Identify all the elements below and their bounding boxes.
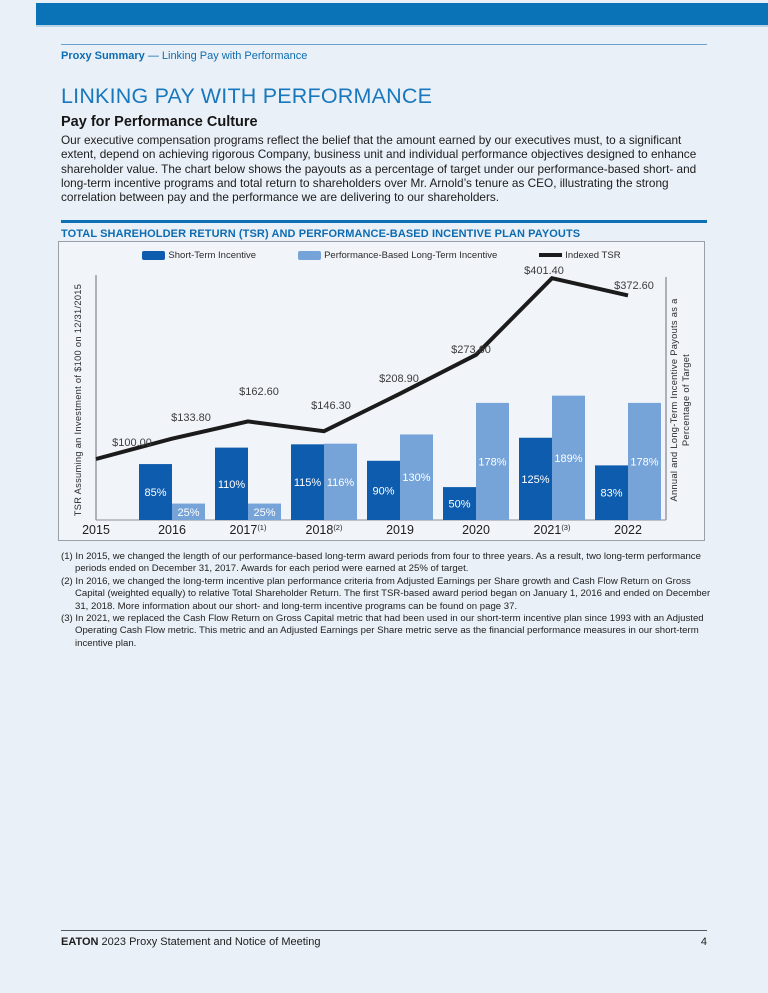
footnote-text: In 2016, we changed the long-term incentive plan performance criteria from Adjusted Earnings per Share growth and Cash Flow Return on Gross Capital (weighted equally) to relative Total Shareholder Return. The first TSR-based award period began on January 1, 2016 and ended on December 31, 2018. More information about our short- and long-term incentive programs can be found on page 37. [75, 575, 711, 612]
bar-label-long-term-2020: 178% [478, 456, 507, 469]
tsr-chart-panel [58, 241, 705, 541]
page-footer [61, 936, 707, 948]
x-tick-2020: 2020 [462, 523, 490, 537]
right-axis-title-line2: Percentage of Target [681, 353, 691, 447]
breadcrumb-section: Proxy Summary [61, 50, 145, 62]
x-tick-2021: 2021$^{(3)}$ [533, 523, 571, 537]
x-tick-2016: 2016 [158, 523, 186, 537]
bar-label-long-term-2021: 189% [554, 452, 583, 465]
legend-swatch-short-term [142, 251, 165, 260]
tsr-value-label-2015: $100.00 [112, 437, 152, 449]
top-banner-bar [36, 3, 768, 27]
legend-swatch-long-term [298, 251, 321, 260]
bar-label-short-term-2022: 83% [600, 487, 623, 500]
footnote-text: In 2021, we replaced the Cash Flow Return on Gross Capital metric that had been used in our short-term incentive plan since 1993 with an Adjusted Operating Cash Flow metric. This metric and an Adjusted Earnings per Share metric serve as the financial performance measures in our short-term incentive plan. [75, 613, 704, 649]
section-heading: Pay for Performance Culture [61, 114, 258, 130]
bar-label-short-term-2021: 125% [521, 473, 550, 486]
legend-label: Performance-Based Long-Term Incentive [324, 249, 498, 261]
bar-label-short-term-2019: 90% [372, 485, 395, 498]
tsr-value-label-2022: $372.60 [614, 280, 654, 292]
tsr-value-label-2017: $162.60 [239, 386, 279, 398]
right-axis-title-line1: Annual and Long-Term Incentive Payouts as a [669, 298, 679, 502]
x-tick-2022: 2022 [614, 523, 642, 537]
chart-legend [59, 249, 704, 261]
bar-label-long-term-2017: 25% [253, 506, 276, 519]
bar-label-short-term-2017: 110% [217, 478, 246, 491]
footer-page-number: 4 [700, 936, 707, 948]
tsr-value-label-2018: $146.30 [311, 400, 351, 412]
legend-item-indexed-tsr [539, 250, 620, 261]
footer-brand: EATON [61, 936, 99, 948]
footer-rule [61, 930, 707, 931]
page-title: LINKING PAY WITH PERFORMANCE [61, 84, 433, 108]
bar-label-short-term-2018: 115% [293, 477, 322, 490]
footnote-marker: (2) [61, 575, 73, 587]
tsr-value-label-2020: $273.60 [451, 344, 491, 356]
body-paragraph: Our executive compensation programs reflect the belief that the amount earned by our executives must, to a significant extent, depend on achieving rigorous Company, business unit and individual performance objectives designed to enhance shareholder value. The chart below shows the payouts as a percentage of target under our performance-based short- and long-term incentive programs and total return to shareholders over Mr. Arnold’s tenure as CEO, illustrating the strong correlation between pay and the performance we are delivering to our shareholders. [61, 133, 697, 205]
legend-label: Short-Term Incentive [168, 249, 257, 261]
x-tick-2017: 2017$^{(1)}$ [229, 523, 267, 537]
chart-heading: TOTAL SHAREHOLDER RETURN (TSR) AND PERFORMANCE-BASED INCENTIVE PLAN PAYOUTS [61, 228, 581, 240]
footnote [61, 613, 711, 650]
tsr-value-label-2016: $133.80 [171, 412, 211, 424]
bar-label-long-term-2018: 116% [326, 476, 355, 489]
footer-text: 2023 Proxy Statement and Notice of Meeting [98, 936, 321, 948]
bar-label-long-term-2019: 130% [402, 472, 431, 485]
legend-item-long-term-incentive [298, 250, 497, 261]
footnote-text: In 2015, we changed the length of our performance-based long-term award periods from four to three years. As a result, two long-term performance periods ended on December 31, 2017. Awards for each period were earned at 25% of target. [75, 551, 701, 575]
tsr-combo-chart [59, 262, 704, 540]
tsr-value-label-2019: $208.90 [379, 373, 419, 385]
bar-label-long-term-2016: 25% [177, 506, 200, 519]
footnote [61, 576, 711, 613]
footnote [61, 551, 711, 576]
legend-swatch-tsr-line [539, 253, 562, 257]
x-tick-2018: 2018$^{(2)}$ [305, 523, 343, 537]
indexed-tsr-line [96, 278, 628, 459]
footnote-marker: (1) [61, 551, 73, 562]
chart-section-rule [61, 220, 707, 223]
footnote-marker: (3) [61, 613, 73, 625]
legend-label: Indexed TSR [565, 249, 621, 261]
legend-item-short-term-incentive [142, 250, 256, 261]
header-rule [61, 44, 707, 45]
breadcrumb-subsection: — Linking Pay with Performance [144, 50, 308, 62]
bar-label-short-term-2020: 50% [448, 498, 471, 511]
left-axis-title: TSR Assuming an Investment of $100 on 12/31/2015 [73, 283, 83, 517]
footnotes [61, 551, 711, 650]
footer-left [61, 936, 320, 948]
x-tick-2019: 2019 [386, 523, 414, 537]
bar-label-long-term-2022: 178% [630, 456, 659, 469]
breadcrumb [61, 50, 307, 62]
bar-label-short-term-2016: 85% [144, 487, 167, 500]
tsr-value-label-2021: $401.40 [524, 265, 564, 277]
x-tick-2015: 2015 [82, 523, 110, 537]
